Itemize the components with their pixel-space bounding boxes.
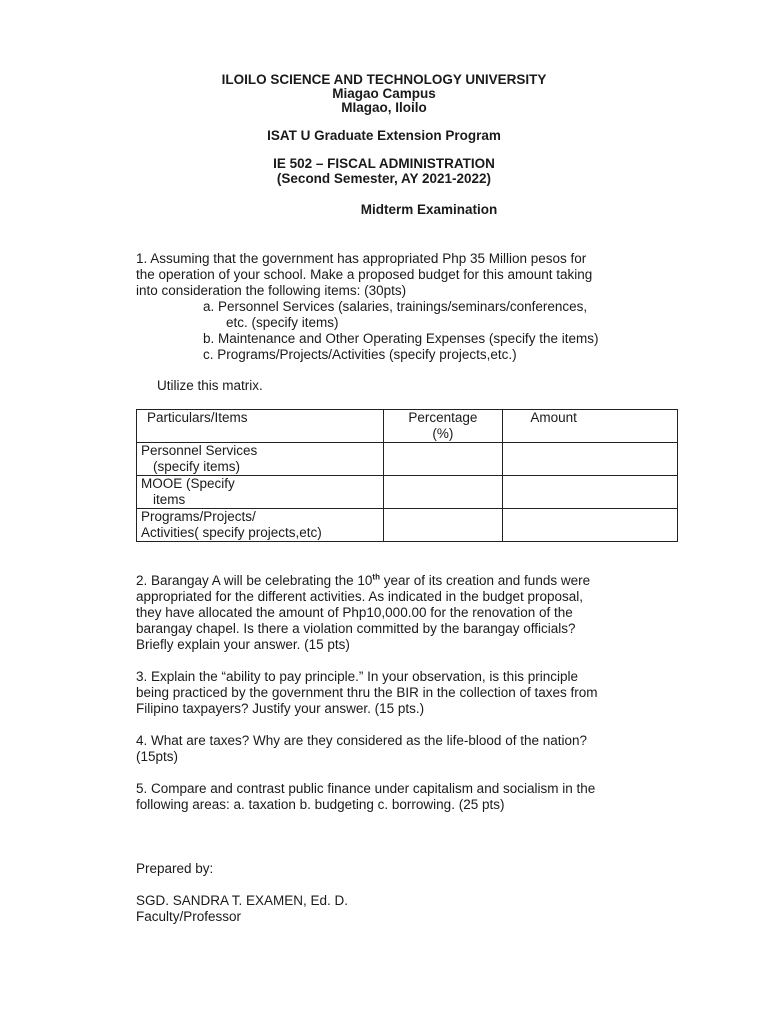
question-4 xyxy=(136,733,676,765)
q2-line: they have allocated the amount of Php10,000.00 for the renovation of the xyxy=(136,605,573,620)
q1-line: the operation of your school. Make a proposed budget for this amount taking xyxy=(136,267,593,282)
q2-line: barangay chapel. Is there a violation committed by the barangay officials? xyxy=(136,621,576,636)
percentage-cell[interactable] xyxy=(383,509,503,542)
campus-name: Miagao Campus xyxy=(332,86,436,101)
q1-line: into consideration the following items: (30pts) xyxy=(136,283,407,298)
q3-line: 3. Explain the “ability to pay principle.” In your observation, is this principle xyxy=(136,669,578,684)
table-row xyxy=(137,443,678,476)
q1-item-a-cont: etc. (specify items) xyxy=(226,315,339,330)
budget-matrix xyxy=(136,409,678,542)
program-name: ISAT U Graduate Extension Program xyxy=(267,128,501,143)
signatory-name: SGD. SANDRA T. EXAMEN, Ed. D. xyxy=(136,893,349,908)
table-row xyxy=(137,476,678,509)
q3-line: Filipino taxpayers? Justify your answer. (15 pts.) xyxy=(136,701,425,716)
percentage-cell[interactable] xyxy=(383,443,503,476)
signatory-role: Faculty/Professor xyxy=(136,909,242,924)
percentage-cell[interactable] xyxy=(383,476,503,509)
q1-line: 1. Assuming that the government has appropriated Php 35 Million pesos for xyxy=(136,251,587,266)
q2-line: 2. Barangay A will be celebrating the 10th year of its creation and funds were xyxy=(136,572,591,588)
question-2 xyxy=(136,573,676,653)
q1-item-b: b. Maintenance and Other Operating Expenses (specify the items) xyxy=(203,331,599,346)
utilize-matrix-note: Utilize this matrix. xyxy=(157,378,263,393)
prepared-by-label: Prepared by: xyxy=(136,861,214,876)
q2-line: appropriated for the different activities. As indicated in the budget proposal, xyxy=(136,589,584,604)
amount-cell[interactable] xyxy=(503,476,678,509)
amount-cell[interactable] xyxy=(503,509,678,542)
question-5 xyxy=(136,781,676,813)
row-particulars: Programs/Projects/ Activities( specify projects,etc) xyxy=(137,509,384,542)
row-particulars: MOOE (Specify items xyxy=(137,476,384,509)
semester-label: (Second Semester, AY 2021-2022) xyxy=(276,171,492,186)
q4-line: 4. What are taxes? Why are they considered as the life-blood of the nation? xyxy=(136,733,588,748)
header-percentage: Percentage (%) xyxy=(383,410,503,443)
question-3 xyxy=(136,669,676,717)
q1-item-a: a. Personnel Services (salaries, trainings/seminars/conferences, xyxy=(203,299,588,314)
question-1 xyxy=(136,251,666,363)
q5-line: 5. Compare and contrast public finance under capitalism and socialism in the xyxy=(136,781,596,796)
table-header-row xyxy=(137,410,678,443)
q2-line: Briefly explain your answer. (15 pts) xyxy=(136,637,350,652)
course-title: IE 502 – FISCAL ADMINISTRATION xyxy=(273,156,495,171)
row-particulars: Personnel Services (specify items) xyxy=(137,443,384,476)
amount-cell[interactable] xyxy=(503,443,678,476)
table-row xyxy=(137,509,678,542)
q5-line: following areas: a. taxation b. budgeting c. borrowing. (25 pts) xyxy=(136,797,505,812)
campus-location: MIagao, Iloilo xyxy=(341,100,427,115)
header-particulars: Particulars/Items xyxy=(137,410,384,443)
exam-title: Midterm Examination xyxy=(360,202,498,217)
q3-line: being practiced by the government thru the BIR in the collection of taxes from xyxy=(136,685,598,700)
q4-line: (15pts) xyxy=(136,749,179,764)
header-amount: Amount xyxy=(503,410,678,443)
university-name: ILOILO SCIENCE AND TECHNOLOGY UNIVERSITY xyxy=(221,72,547,87)
q1-item-c: c. Programs/Projects/Activities (specify projects,etc.) xyxy=(203,347,517,362)
